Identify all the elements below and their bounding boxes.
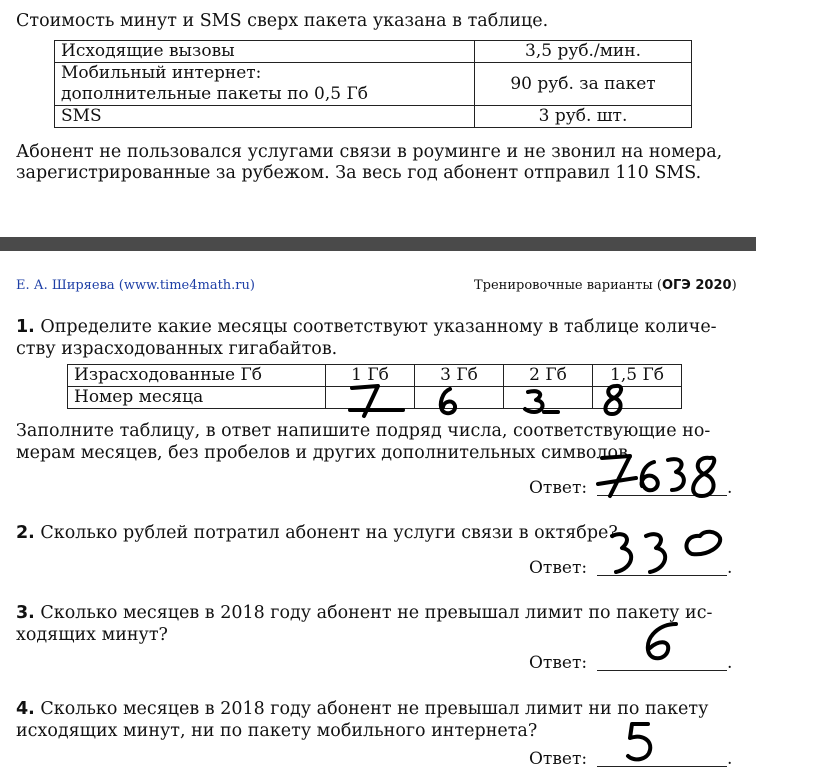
table-cell: 3 Гб	[415, 365, 504, 387]
table-row	[55, 41, 692, 63]
question-text: Сколько месяцев в 2018 году абонент не превышал лимит ни по пакету	[40, 699, 709, 719]
table-row	[55, 106, 692, 128]
cell-line: Мобильный интернет:	[61, 63, 262, 83]
table-cell: Израсходованные Гб	[68, 365, 326, 387]
table-cell: 3,5 руб./мин.	[475, 41, 692, 63]
answer-label-2: Ответ:	[529, 558, 588, 578]
author-header: Е. А. Ширяева (www.time4math.ru)	[16, 278, 255, 293]
answer-dot: .	[727, 478, 733, 498]
table-cell: 3 руб. шт.	[475, 106, 692, 128]
question-text: Сколько рублей потратил абонент на услуги связи в октябре?	[40, 523, 618, 543]
answer-label-1: Ответ:	[529, 478, 588, 498]
page-divider	[0, 237, 756, 251]
handwritten-answer-1	[596, 448, 726, 508]
handwritten-answer-2	[604, 524, 734, 584]
question-text: Определите какие месяцы соответствуют указанному в таблице количе-	[40, 317, 717, 337]
handwritten-digit-6	[436, 386, 466, 420]
handwritten-digit-3	[522, 388, 562, 422]
table-cell: Номер месяца	[68, 387, 326, 409]
subscriber-note-line2: зарегистрированные за рубежом. За весь год абонент отправил 110 SMS.	[16, 163, 702, 183]
question-number: 1.	[16, 317, 35, 337]
table-cell: 1 Гб	[326, 365, 415, 387]
table-cell: Исходящие вызовы	[55, 41, 475, 63]
question-number: 2.	[16, 523, 35, 543]
question-4-line2: исходящих минут, ни по пакету мобильного интернета?	[16, 721, 538, 741]
answer-label-4: Ответ:	[529, 749, 588, 769]
variant-header-suffix: )	[731, 278, 737, 293]
question-3-line2: ходящих минут?	[16, 625, 168, 645]
answer-dot: .	[727, 749, 733, 769]
question-4-line1	[16, 698, 708, 720]
question-number: 3.	[16, 603, 35, 623]
handwritten-answer-4	[622, 720, 662, 768]
handwritten-digit-8	[600, 382, 630, 422]
answer-label-3: Ответ:	[529, 653, 588, 673]
question-3-line1	[16, 602, 712, 624]
answer-dot: .	[727, 653, 733, 673]
question-1-line1	[16, 316, 717, 338]
cell-line: дополнительные пакеты по 0,5 Гб	[61, 84, 368, 104]
variant-header	[474, 278, 737, 293]
table-row	[55, 63, 692, 106]
question-number: 4.	[16, 699, 35, 719]
variant-header-exam: ОГЭ 2020	[661, 278, 732, 293]
table-cell: 90 руб. за пакет	[475, 63, 692, 106]
handwritten-answer-3	[640, 618, 690, 670]
question-1-line2: ству израсходованных гигабайтов.	[16, 339, 338, 359]
question-text: Сколько месяцев в 2018 году абонент не превышал лимит по пакету ис-	[40, 603, 713, 623]
answer-dot: .	[727, 558, 733, 578]
table-cell: 1,5 Гб	[593, 365, 682, 387]
table-cell: SMS	[55, 106, 475, 128]
answer-field-4[interactable]	[597, 765, 727, 767]
table-cell	[55, 63, 475, 106]
variant-header-prefix: Тренировочные варианты (	[474, 278, 662, 293]
instruction-line2: мерам месяцев, без пробелов и других дополнительных символов.	[16, 443, 634, 463]
subscriber-note-line1: Абонент не пользовался услугами связи в роуминге и не звонил на номера,	[16, 142, 723, 162]
instruction-line1: Заполните таблицу, в ответ напишите подряд числа, соответствующие но-	[16, 421, 711, 441]
table-cell: 2 Гб	[504, 365, 593, 387]
prices-table	[54, 40, 692, 128]
intro-text: Стоимость минут и SMS сверх пакета указана в таблице.	[16, 11, 549, 31]
question-2	[16, 522, 618, 544]
